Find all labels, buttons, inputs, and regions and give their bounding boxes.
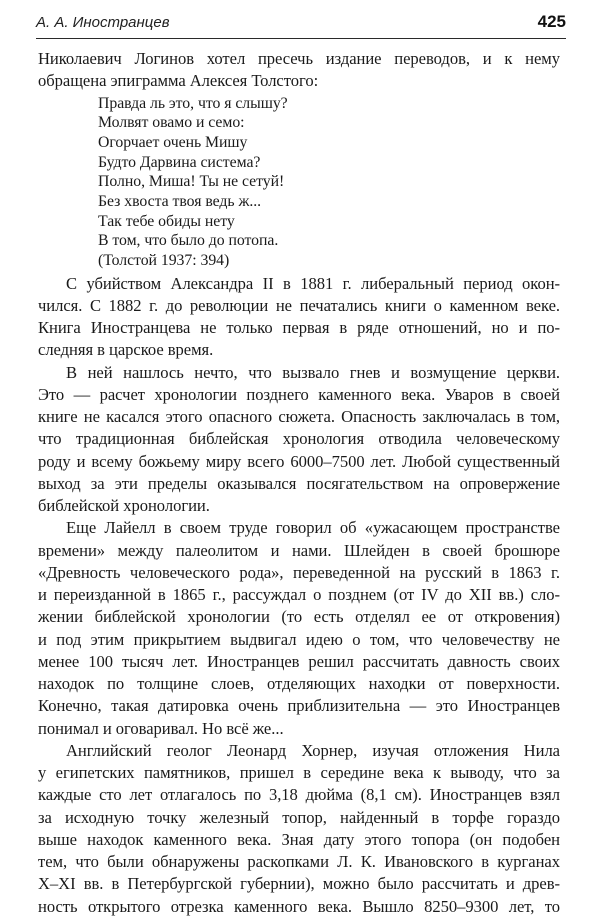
text-line: роду и всему божьему миру всего 6000–7500 лет. Любой существенный: [38, 451, 560, 471]
text-line: Николаевич Логинов хотел пресечь издание переводов, и к нему: [38, 49, 560, 68]
paragraph: [38, 740, 560, 918]
paragraph: [38, 362, 560, 518]
paragraph: [38, 517, 560, 740]
text-line: обращена эпиграмма Алексея Толстого:: [38, 71, 319, 91]
epigram-poem: [38, 94, 560, 271]
poem-citation: (Толстой 1937: 394): [98, 252, 230, 269]
text-line: следняя в царское время.: [38, 340, 214, 360]
text-line: библейской хронологии.: [38, 496, 210, 516]
text-line: Это — расчет хронологии позднего каменного века. Уваров в своей: [38, 384, 560, 404]
poem-line: Полно, Миша! Ты не сетуй!: [98, 173, 285, 191]
poem-line: Огорчает очень Мишу: [98, 133, 248, 151]
text-line: Английский геолог Леонард Хорнер, изучая отложения Нила: [66, 740, 560, 760]
text-line: ность открытого отрезка каменного века. Вышло 8250–9300 лет, то: [38, 896, 560, 916]
poem-line: Молвят овамо и семо:: [98, 114, 245, 132]
text-line: В ней нашлось нечто, что вызвало гнев и возмущение церкви.: [66, 362, 560, 382]
text-line: жении библейской хронологии (то есть отделял ее от откровения): [38, 607, 560, 627]
text-line: понимал и оговаривал. Но всё же...: [38, 718, 284, 738]
running-head: [36, 10, 566, 39]
poem-line: Так тебе обиды нету: [98, 212, 235, 230]
text-line: что традиционная библейская хронология отводила человеческому: [38, 429, 560, 449]
text-line: Конечно, такая датировка очень приблизительна — это Иностранцев: [38, 696, 560, 716]
text-line: выше находок каменного века. Зная дату этого топора (он подобен: [38, 829, 560, 849]
text-line: и под этим прикрытием выдвигал идею о том, что человечеству не: [38, 629, 560, 649]
poem-line: Будто Дарвина система?: [98, 153, 261, 171]
text-line: выход за эти пределы оказывался посягательством на опровержение: [38, 473, 560, 493]
text-line: у египетских памятников, пришел в середине века к выводу, что за: [38, 763, 560, 783]
text-line: С убийством Александра II в 1881 г. либеральный период окон-: [66, 273, 560, 293]
text-line: каждые сто лет отлагалось по 3,18 дюйма (8,1 см). Иностранцев взял: [38, 785, 560, 805]
poem-line: В том, что было до потопа.: [98, 232, 279, 250]
text-line: Книга Иностранцева не только первая в ряде отношений, но и по-: [38, 318, 560, 338]
text-line: и переизданной в 1865 г., рассуждал о позднем (от IV до XII вв.) сло-: [38, 585, 560, 605]
poem-line: Без хвоста твоя ведь ж...: [98, 192, 262, 210]
text-line: Еще Лайелл в своем труде говорил об «ужасающем пространстве: [66, 518, 560, 538]
text-line: времени» между палеолитом и нами. Шлейден в своей брошюре: [38, 540, 560, 560]
poem-line: Правда ль это, что я слышу?: [98, 94, 288, 112]
text-line: чился. С 1882 г. до революции не печатались книги о каменном веке.: [38, 295, 560, 315]
body-text: [38, 48, 560, 918]
running-head-author: А. А. Иностранцев: [36, 14, 170, 31]
text-line: за исходную точку железный топор, найденный в торфе гораздо: [38, 807, 560, 827]
text-line: тем, что были обнаружены раскопками Л. К. Ивановского в курганах: [38, 852, 560, 872]
text-line: книге не касался этого опасного сюжета. Опасность заключалась в том,: [38, 407, 560, 427]
text-line: «Древность человеческого рода», переведенной на русский в 1863 г.: [38, 562, 560, 582]
text-line: X–XI вв. в Петербургской губернии), можно было рассчитать и древ-: [38, 874, 560, 894]
text-line: менее 100 тысяч лет. Иностранцев решил рассчитать давность своих: [38, 651, 560, 671]
paragraph: [38, 273, 560, 362]
page-number: 425: [537, 12, 566, 31]
text-line: находок по толщине слоев, отделяющих находки от поверхности.: [38, 674, 560, 694]
